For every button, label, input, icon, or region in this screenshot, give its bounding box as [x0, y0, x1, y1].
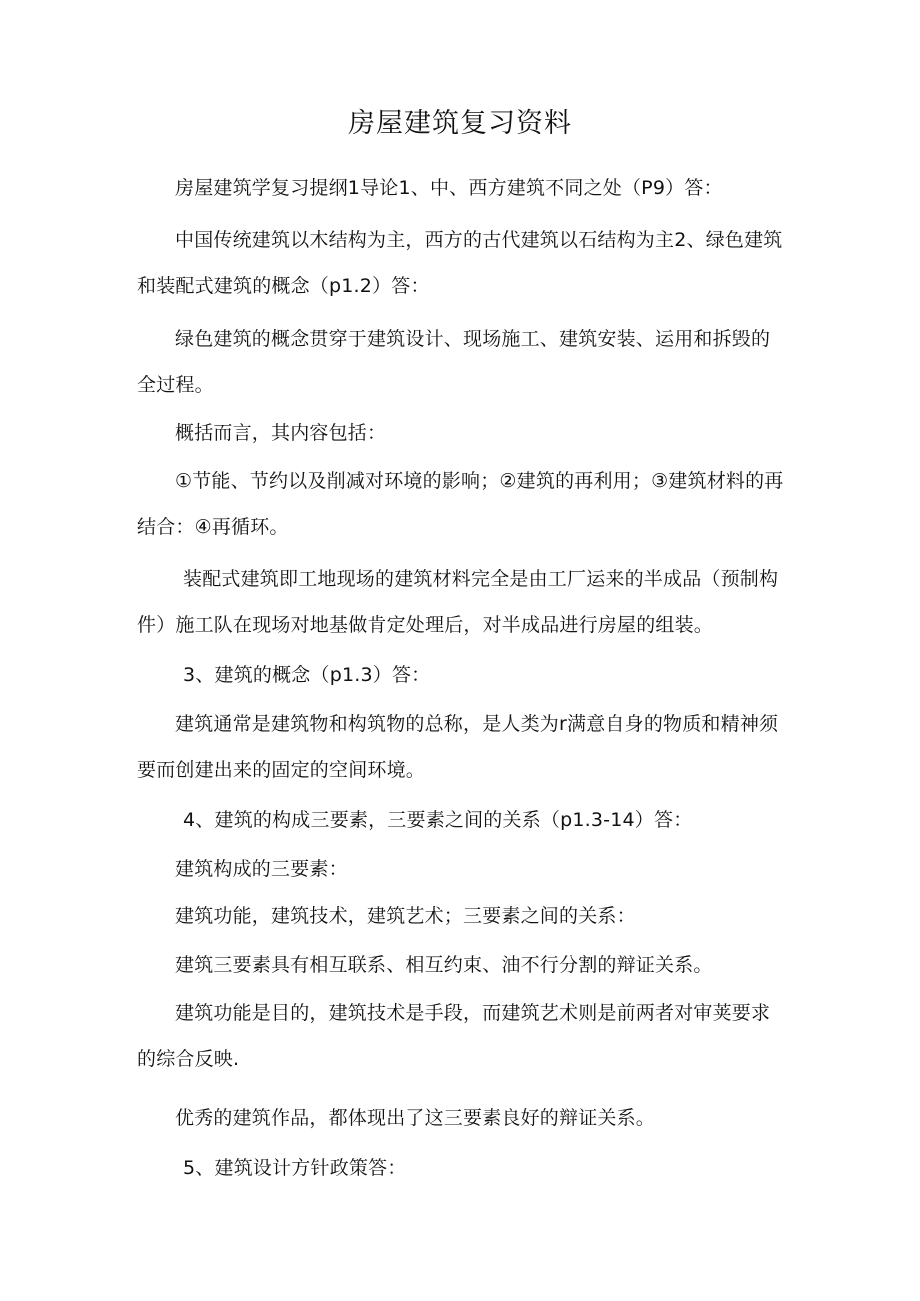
paragraph-green-content: ①节能、节约以及削减对环境的影响；②建筑的再利用；③建筑材料的再结合：④再循环。 — [137, 470, 784, 538]
paragraph-heading-4: 4、建筑的构成三要素，三要素之间的关系（p1.3-14）答： — [183, 809, 693, 831]
paragraph-green-building: 绿色建筑的概念贯穿于建筑设计、现场施工、建筑安装、运用和拆毁的全过程。 — [137, 328, 771, 396]
paragraph-building-concept: 建筑通常是建筑物和构筑物的总称，是人类为r满意自身的物质和精神须要而创建出来的固定的空间环境。 — [137, 713, 779, 781]
paragraph-prefab-building: 装配式建筑即工地现场的建筑材料完全是由工厂运来的半成品（预制构件）施工队在现场对地基做肯定处理后，对半成品进行房屋的组装。 — [137, 568, 779, 636]
paragraph-excellent-works: 优秀的建筑作品，都体现出了这三要素良好的辩证关系。 — [175, 1107, 656, 1129]
paragraph-heading-3: 3、建筑的概念（p1.3）答： — [183, 664, 431, 686]
paragraph-elements-relation: 建筑三要素具有相互联系、相互约束、油不行分割的辩证关系。 — [175, 954, 713, 976]
paragraph-chinese-western: 中国传统建筑以木结构为主，西方的古代建筑以石结构为主2、绿色建筑和装配式建筑的概念（p1.2）答： — [137, 229, 783, 297]
paragraph-elements-list: 建筑功能，建筑技术，建筑艺术；三要素之间的关系： — [175, 905, 636, 927]
paragraph-heading-5: 5、建筑设计方针政策答： — [183, 1157, 407, 1179]
paragraph-function-purpose: 建筑功能是目的，建筑技术是手段，而建筑艺术则是前两者对审荚要求的综合反映. — [137, 1002, 771, 1070]
paragraph-outline-intro: 房屋建筑学复习提纲1导论1、中、西方建筑不同之处（P9）答： — [175, 177, 723, 199]
paragraph-summary: 概括而言，其内容包括： — [175, 422, 387, 444]
document-title: 房屋建筑复习资料 — [348, 108, 572, 139]
paragraph-three-elements: 建筑构成的三要素： — [175, 858, 348, 880]
